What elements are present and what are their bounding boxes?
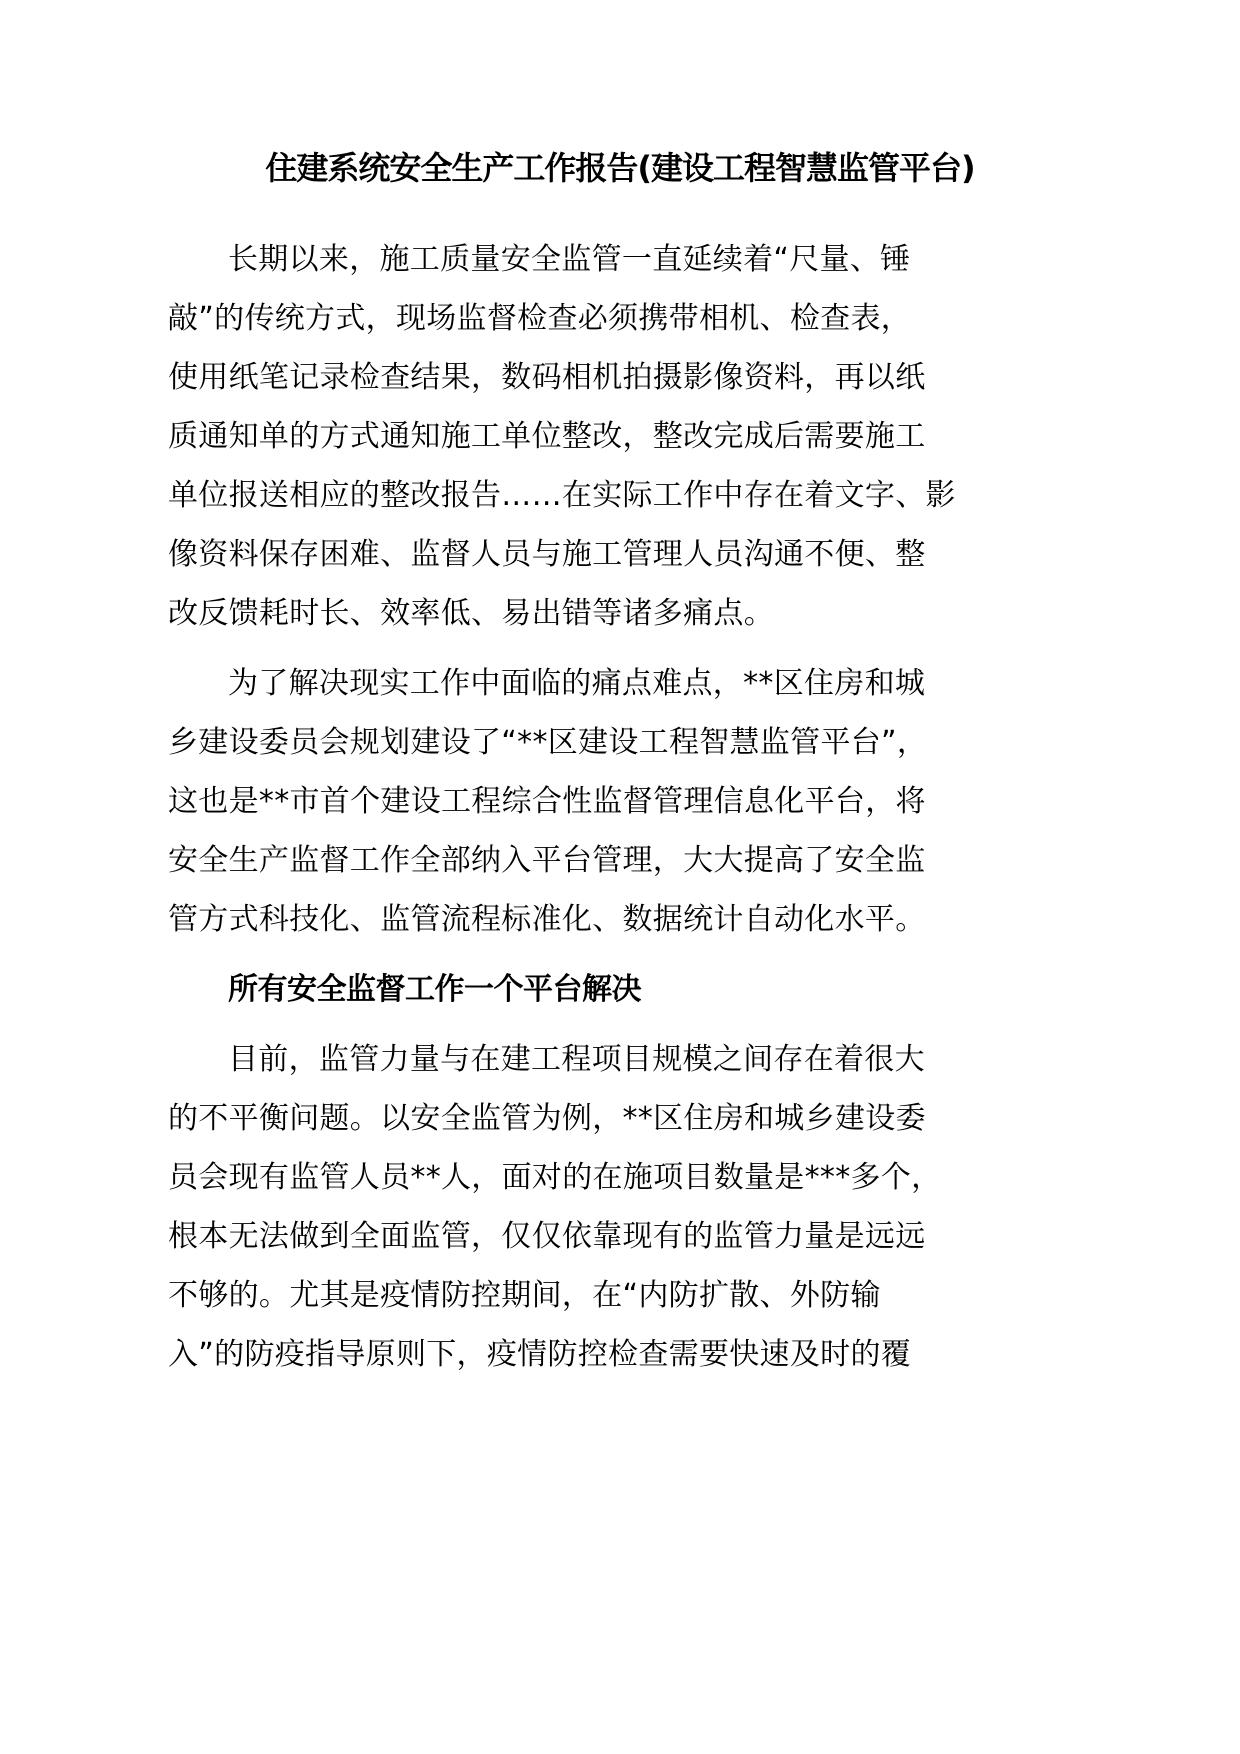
paragraph-line: 使用纸笔记录检查结果，数码相机拍摄影像资料，再以纸: [168, 360, 926, 395]
paragraph-spacer: [168, 949, 968, 960]
paragraph-line: 单位报送相应的整改报告……在实际工作中存在着文字、影: [168, 478, 956, 513]
paragraph-line: 为了解决现实工作中面临的痛点难点，**区住房和城: [228, 666, 926, 701]
paragraph-line: 长期以来，施工质量安全监管一直延续着“尺量、锤: [228, 242, 911, 277]
paragraph-line: 这也是**市首个建设工程综合性监督管理信息化平台，将: [168, 784, 926, 819]
paragraph-platform: [168, 654, 968, 949]
paragraph-line: 不够的。尤其是疫情防控期间，在“内防扩散、外防输: [168, 1278, 881, 1313]
section-heading: 所有安全监督工作一个平台解决: [228, 972, 641, 1007]
paragraph-section-body: [168, 1030, 968, 1384]
paragraph-line: 安全生产监督工作全部纳入平台管理，大大提高了安全监: [168, 843, 926, 878]
paragraph-line: 根本无法做到全面监管，仅仅依靠现有的监管力量是远远: [168, 1219, 926, 1254]
paragraph-line: 改反馈耗时长、效率低、易出错等诸多痛点。: [168, 596, 774, 631]
paragraph-spacer: [168, 1019, 968, 1030]
paragraph-line: 员会现有监管人员**人，面对的在施项目数量是***多个，: [168, 1160, 942, 1195]
paragraph-line: 管方式科技化、监管流程标准化、数据统计自动化水平。: [168, 902, 926, 937]
paragraph-line: 乡建设委员会规划建设了“**区建设工程智慧监管平台”，: [168, 725, 928, 760]
document-body: [168, 230, 968, 1384]
paragraph-line: 目前，监管力量与在建工程项目规模之间存在着很大: [228, 1042, 925, 1077]
paragraph-line: 敲”的传统方式，现场监督检查必须携带相机、检查表，: [168, 301, 912, 336]
document-title: 住建系统安全生产工作报告(建设工程智慧监管平台): [265, 149, 975, 187]
paragraph-line: 像资料保存困难、监督人员与施工管理人员沟通不便、整: [168, 537, 926, 572]
paragraph-spacer: [168, 643, 968, 654]
paragraph-intro: [168, 230, 968, 643]
paragraph-line: 的不平衡问题。以安全监管为例，**区住房和城乡建设委: [168, 1101, 926, 1136]
paragraph-line: 入”的防疫指导原则下，疫情防控检查需要快速及时的覆: [168, 1337, 912, 1372]
paragraph-line: 质通知单的方式通知施工单位整改，整改完成后需要施工: [168, 419, 926, 454]
